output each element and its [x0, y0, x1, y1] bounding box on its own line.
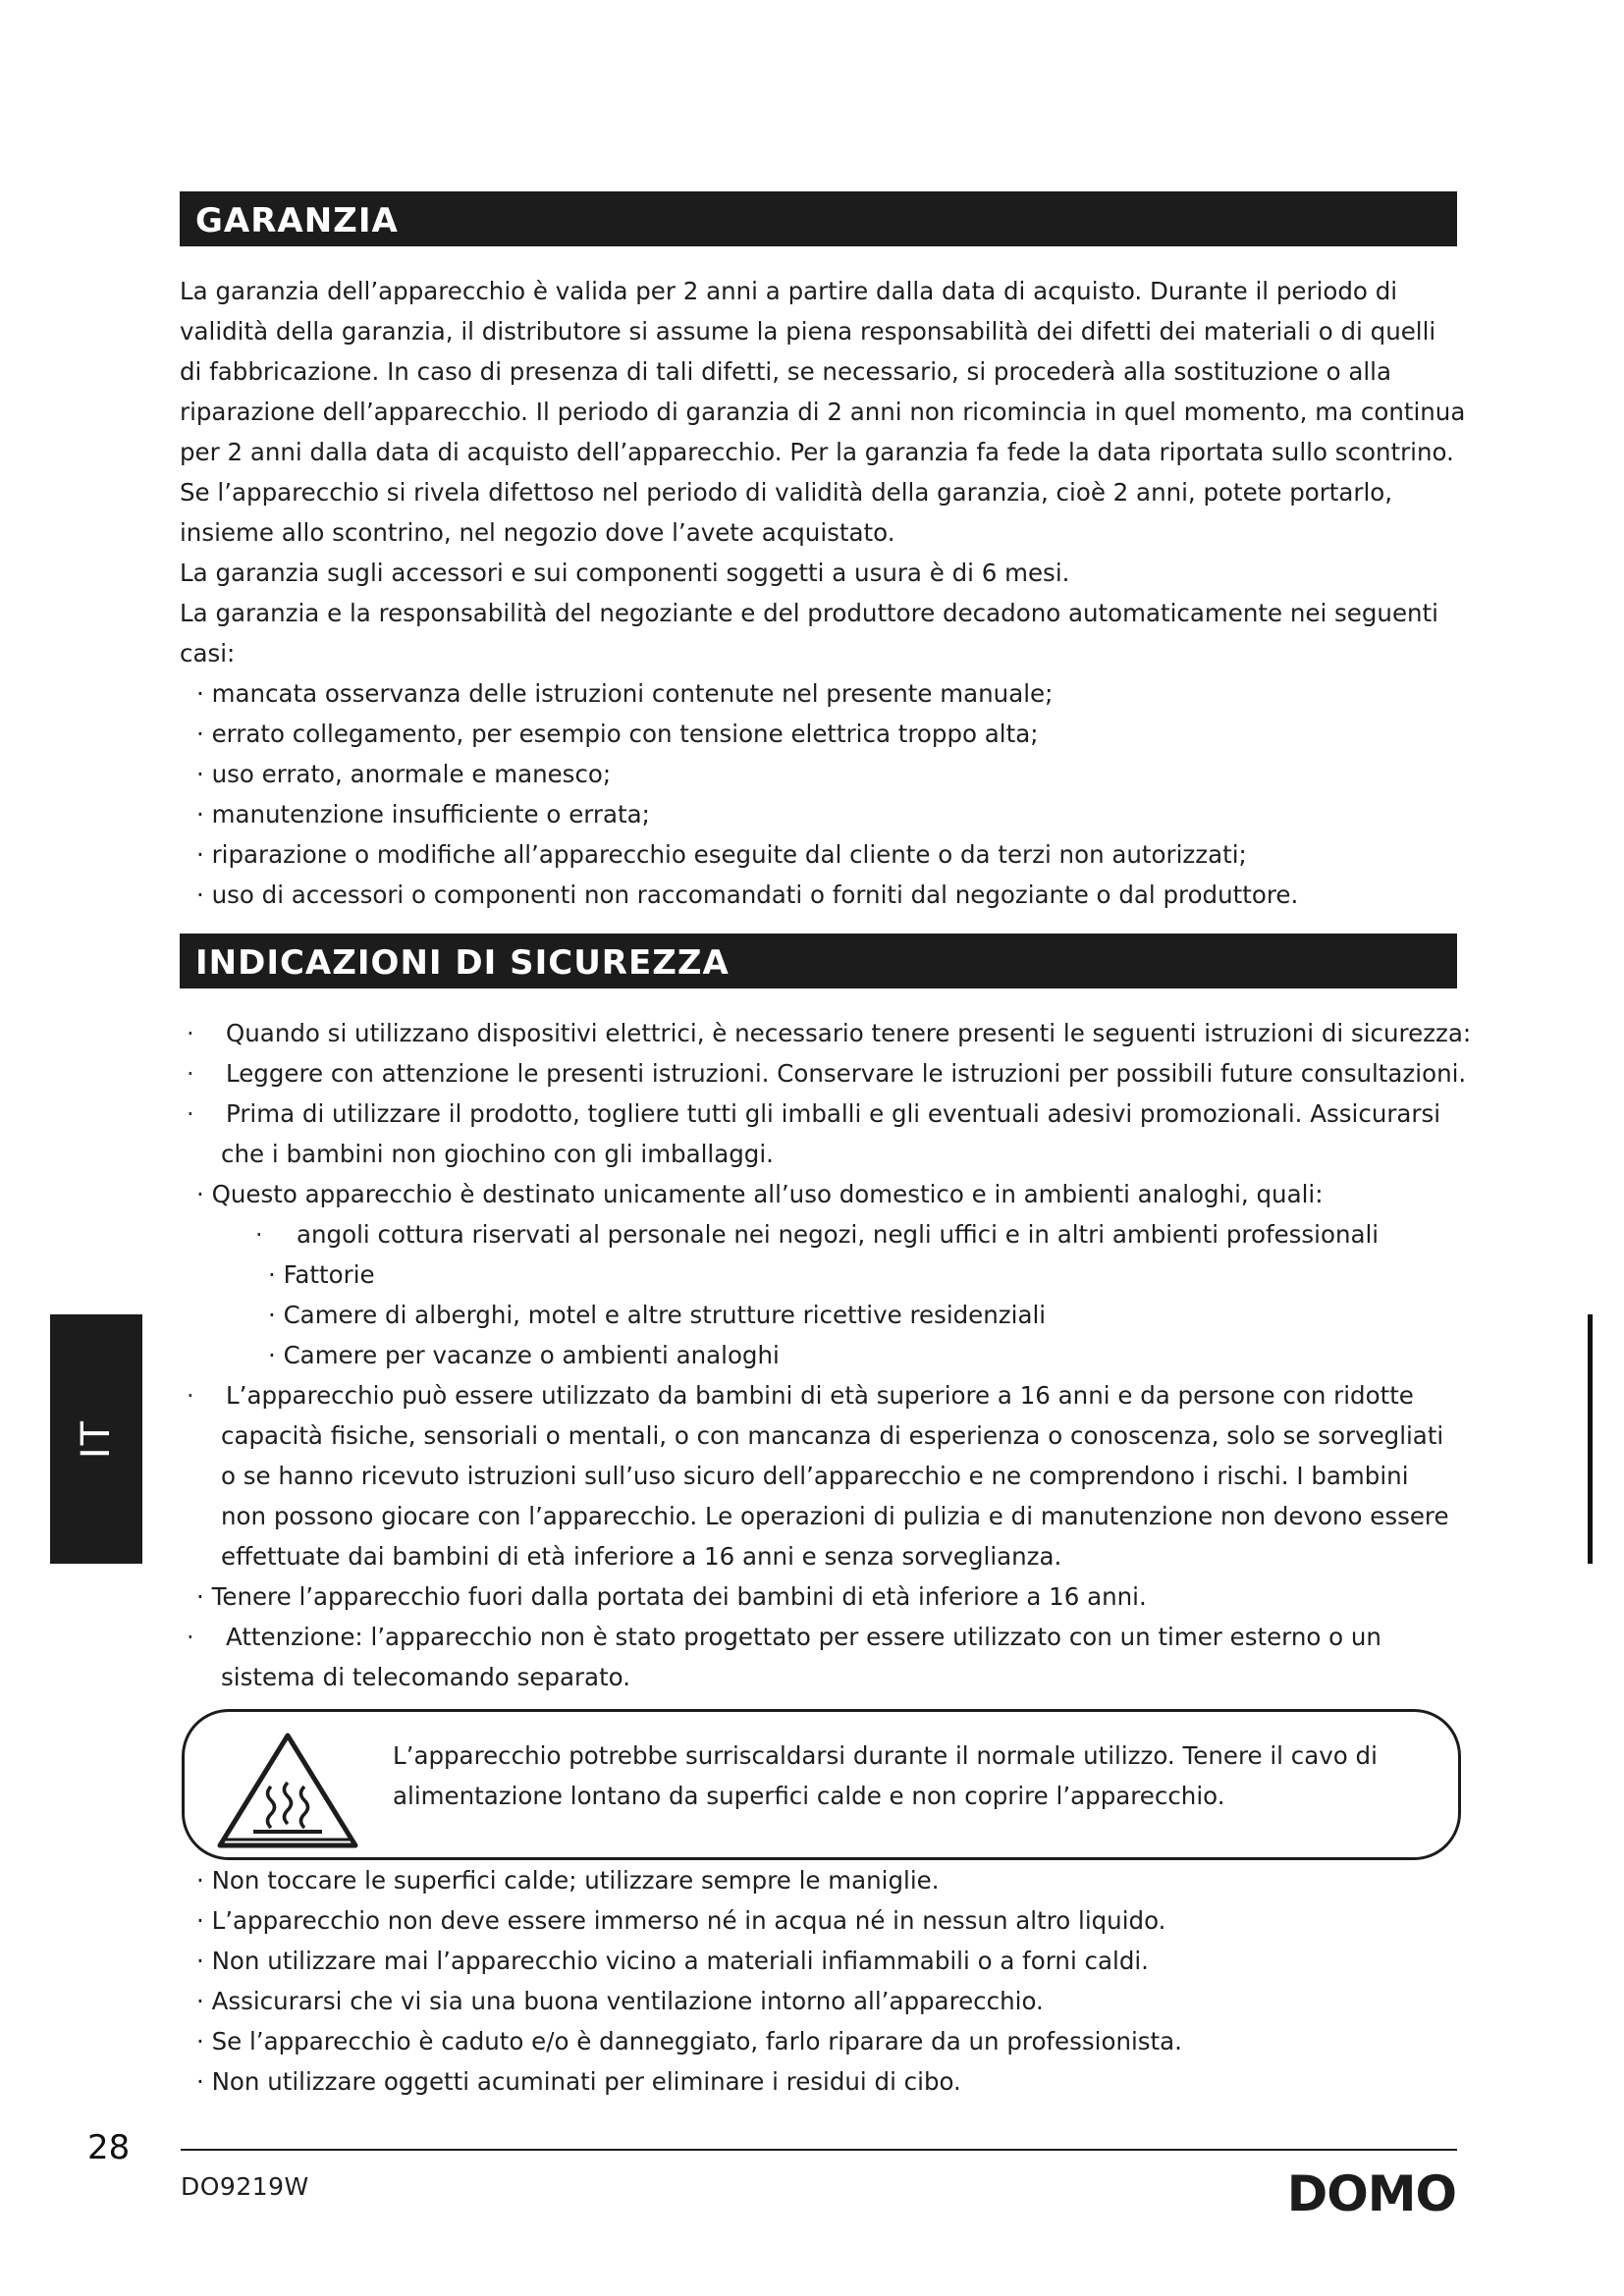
language-tab-label: IT — [74, 1418, 119, 1460]
hot-surface-warning-box — [182, 1709, 1461, 1860]
list-item: · Non toccare le superfici calde; utilizzare sempre le maniglie. — [196, 1866, 940, 1895]
bullet-dot-icon: · — [187, 1020, 194, 1047]
bullet-dot-icon: · — [187, 1100, 194, 1128]
paragraph-line: per 2 anni dalla data di acquisto dell’apparecchio. Per la garanzia fa fede la data riportata sullo scontrino. — [180, 438, 1454, 466]
language-tab — [50, 1314, 142, 1564]
paragraph-line: validità della garanzia, il distributore si assume la piena responsabilità dei difetti dei materiali o di quelli — [180, 317, 1436, 346]
sub-list-item: angoli cottura riservati al personale nei negozi, negli uffici e in altri ambienti professionali — [297, 1220, 1380, 1249]
list-item: · Tenere l’apparecchio fuori dalla portata dei bambini di età inferiore a 16 anni. — [196, 1582, 1147, 1611]
list-item: · Questo apparecchio è destinato unicamente all’uso domestico e in ambienti analoghi, quali: — [196, 1180, 1324, 1208]
list-item: Attenzione: l’apparecchio non è stato progettato per essere utilizzato con un timer esterno o un — [226, 1623, 1381, 1651]
paragraph-line: casi: — [180, 639, 236, 667]
list-item: Prima di utilizzare il prodotto, togliere tutti gli imballi e gli eventuali adesivi promozionali. Assicurarsi — [226, 1099, 1441, 1128]
page-number: 28 — [87, 2128, 131, 2167]
bullet-dot-icon: · — [187, 1382, 194, 1410]
domo-logo — [1281, 2164, 1458, 2219]
list-item: · errato collegamento, per esempio con tensione elettrica troppo alta; — [196, 720, 1039, 748]
list-item-continuation: non possono giocare con l’apparecchio. Le operazioni di pulizia e di manutenzione non devono essere — [221, 1502, 1449, 1530]
list-item: Leggere con attenzione le presenti istruzioni. Conservare le istruzioni per possibili future consultazioni. — [226, 1059, 1467, 1088]
list-item: · Non utilizzare oggetti acuminati per eliminare i residui di cibo. — [196, 2067, 961, 2096]
list-item: · Se l’apparecchio è caduto e/o è danneggiato, farlo riparare da un professionista. — [196, 2027, 1182, 2056]
hot-surface-warning-icon — [214, 1730, 361, 1851]
paragraph-line: Se l’apparecchio si rivela difettoso nel periodo di validità della garanzia, cioè 2 anni, potete portarlo, — [180, 478, 1393, 507]
list-item-continuation: sistema di telecomando separato. — [221, 1663, 631, 1691]
section-header-garanzia: GARANZIA — [180, 191, 1457, 246]
bullet-dot-icon: · — [187, 1624, 194, 1651]
sub-list-item: · Camere di alberghi, motel e altre strutture ricettive residenziali — [268, 1301, 1047, 1329]
side-margin-rule — [1588, 1314, 1593, 1564]
bullet-dot-icon: · — [187, 1060, 194, 1088]
warning-text-line: L’apparecchio potrebbe surriscaldarsi durante il normale utilizzo. Tenere il cavo di — [393, 1741, 1378, 1770]
list-item-continuation: che i bambini non giochino con gli imballaggi. — [221, 1140, 774, 1168]
list-item: · Assicurarsi che vi sia una buona ventilazione intorno all’apparecchio. — [196, 1987, 1044, 2015]
list-item: · riparazione o modifiche all’apparecchio eseguite dal cliente o da terzi non autorizzati; — [196, 840, 1247, 869]
paragraph-line: riparazione dell’apparecchio. Il periodo di garanzia di 2 anni non ricomincia in quel momento, ma continua — [180, 398, 1466, 426]
list-item: L’apparecchio può essere utilizzato da bambini di età superiore a 16 anni e da persone con ridotte — [226, 1381, 1414, 1410]
list-item: · uso errato, anormale e manesco; — [196, 760, 612, 788]
sub-list-item: · Camere per vacanze o ambienti analoghi — [268, 1341, 780, 1369]
list-item: Quando si utilizzano dispositivi elettrici, è necessario tenere presenti le seguenti istruzioni di sicurezza: — [226, 1019, 1472, 1047]
paragraph-line: La garanzia sugli accessori e sui componenti soggetti a usura è di 6 mesi. — [180, 559, 1070, 587]
list-item-continuation: effettuate dai bambini di età inferiore a 16 anni e senza sorveglianza. — [221, 1542, 1062, 1571]
paragraph-line: di fabbricazione. In caso di presenza di tali difetti, se necessario, si procederà alla sostituzione o alla — [180, 357, 1391, 386]
list-item: · mancata osservanza delle istruzioni contenute nel presente manuale; — [196, 679, 1054, 708]
paragraph-line: La garanzia e la responsabilità del negoziante e del produttore decadono automaticamente nei seguenti — [180, 599, 1438, 627]
list-item: · manutenzione insufficiente o errata; — [196, 800, 650, 828]
domo-logo-text: DOMO — [1286, 2165, 1456, 2219]
list-item: · L’apparecchio non deve essere immerso né in acqua né in nessun altro liquido. — [196, 1906, 1166, 1935]
list-item: · Non utilizzare mai l’apparecchio vicino a materiali infiammabili o a forni caldi. — [196, 1947, 1149, 1975]
paragraph-line: insieme allo scontrino, nel negozio dove l’avete acquistato. — [180, 518, 895, 547]
section-header-sicurezza: INDICAZIONI DI SICUREZZA — [180, 934, 1457, 988]
list-item-continuation: o se hanno ricevuto istruzioni sull’uso sicuro dell’apparecchio e ne comprendono i rischi. I bambini — [221, 1462, 1409, 1490]
bullet-dot-icon: · — [255, 1221, 263, 1249]
list-item-continuation: capacità fisiche, sensoriali o mentali, o con mancanza di esperienza o conoscenza, solo se sorvegliati — [221, 1421, 1444, 1450]
paragraph-line: La garanzia dell’apparecchio è valida per 2 anni a partire dalla data di acquisto. Durante il periodo di — [180, 277, 1398, 305]
warning-text-line: alimentazione lontano da superfici calde e non coprire l’apparecchio. — [393, 1782, 1225, 1810]
model-number: DO9219W — [181, 2172, 309, 2201]
list-item: · uso di accessori o componenti non raccomandati o forniti dal negoziante o dal produttore. — [196, 881, 1299, 909]
footer-divider — [181, 2149, 1457, 2151]
sub-list-item: · Fattorie — [268, 1260, 375, 1289]
